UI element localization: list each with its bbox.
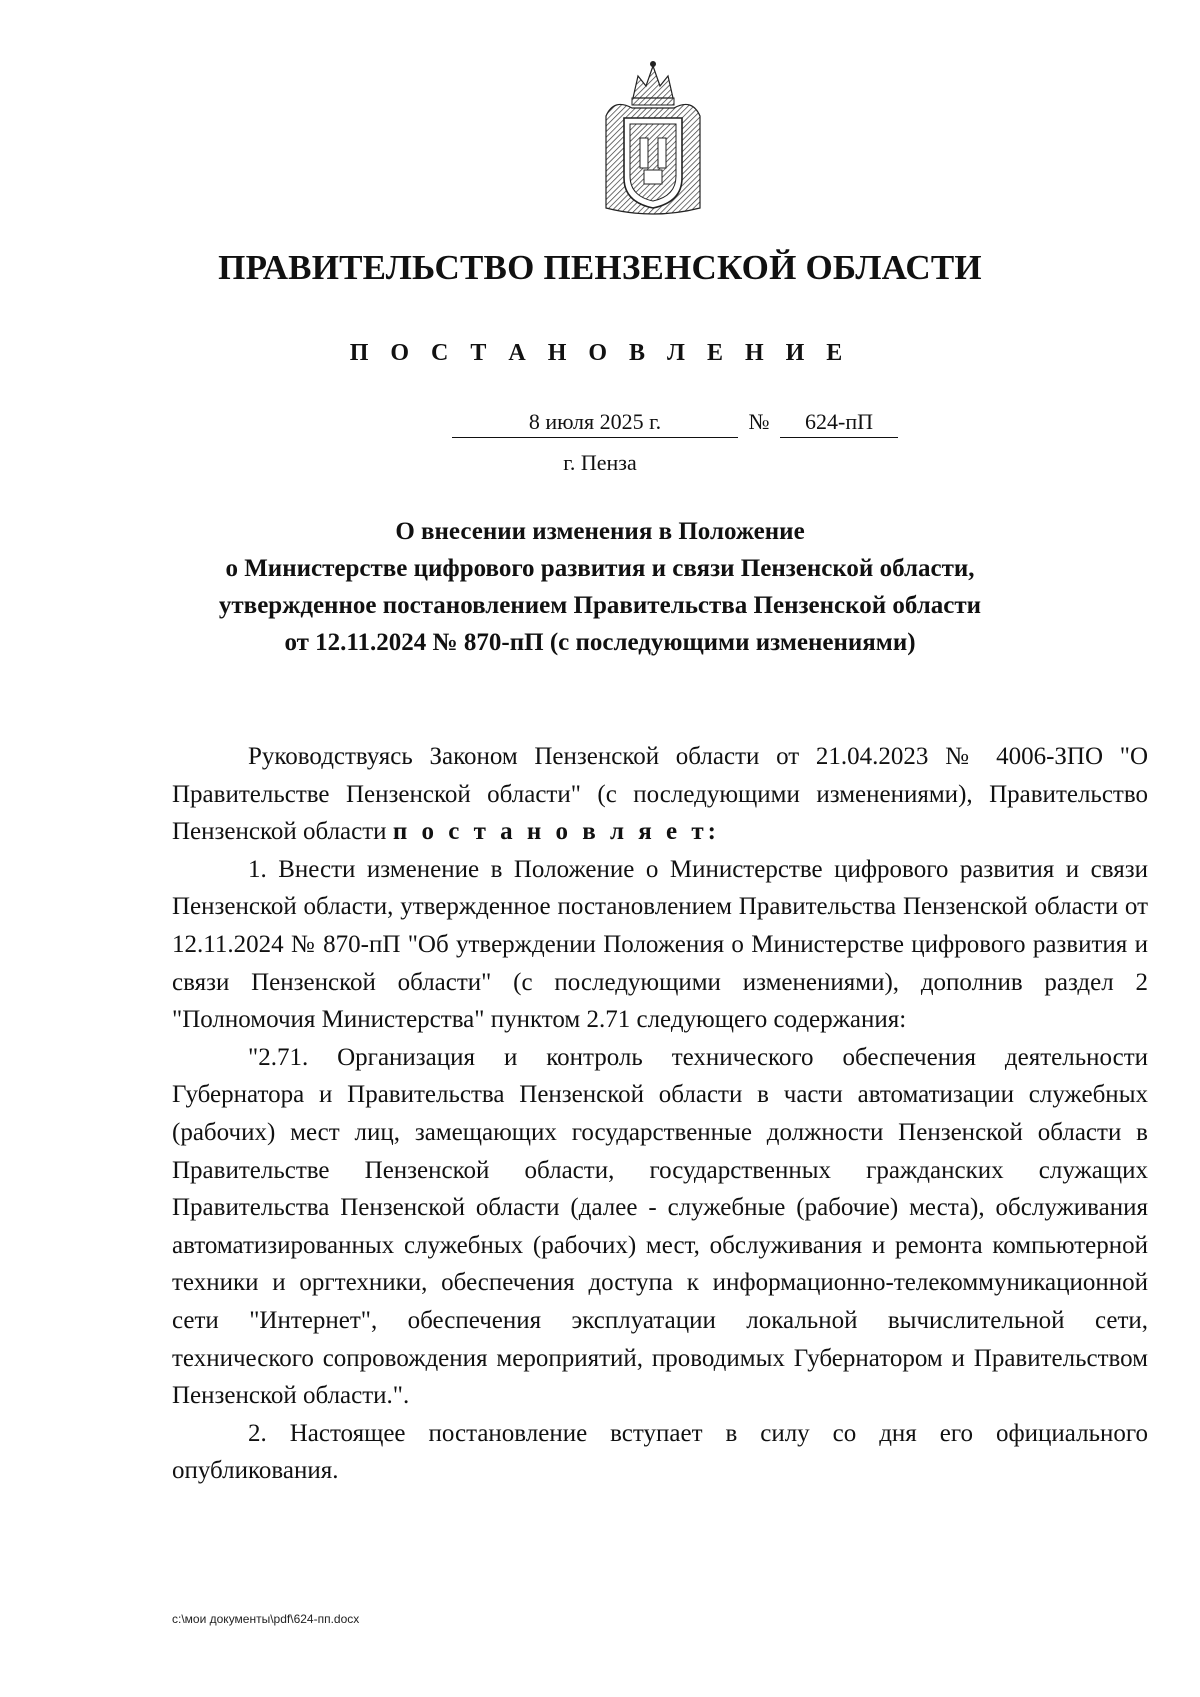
date-number-row bbox=[0, 409, 1200, 439]
number-sign: № bbox=[748, 409, 770, 434]
city: г. Пенза bbox=[563, 450, 637, 475]
heading-line: О внесении изменения в Положение bbox=[395, 518, 805, 545]
preamble-action: п о с т а н о в л я е т: bbox=[392, 818, 721, 846]
heading-line: от 12.11.2024 № 870-пП (с последующими изменениями) bbox=[284, 629, 916, 656]
document-date: 8 июля 2025 г. bbox=[452, 409, 738, 438]
document-body bbox=[172, 738, 1148, 1490]
document-type: П О С Т А Н О В Л Е Н И Е bbox=[349, 340, 851, 366]
preamble-text: Руководствуясь Законом Пензенской области от 21.04.2023 № 4006-ЗПО "О Правительстве Пензенской области" (с последующими изменениями), Правительство Пензенской области bbox=[172, 743, 1148, 846]
document-heading bbox=[150, 513, 1050, 661]
file-path-footer: c:\мои документы\pdf\624-пп.docx bbox=[172, 1612, 360, 1626]
item-2-paragraph: 2. Настоящее постановление вступает в силу со дня его официального опубликования. bbox=[172, 1419, 1148, 1485]
preamble-paragraph bbox=[172, 738, 1148, 851]
item-1-quote-paragraph: "2.71. Организация и контроль технического обеспечения деятельности Губернатора и Правительства Пензенской области в части автоматизации служебных (рабочих) мест лиц, замещающих государственные должности Пензенской области в Правительстве Пензенской области, государственных гражданских служащих Правительства Пензенской области (далее - служебные (рабочие) места), обслуживания автоматизированных служебных (рабочих) мест, обслуживания и ремонта компьютерной техники и оргтехники, обеспечения доступа к информационно-телекоммуникационной сети "Интернет", обеспечения эксплуатации локальной вычислительной сети, технического сопровождения мероприятий, проводимых Губернатором и Правительством Пензенской области.". bbox=[172, 1043, 1148, 1410]
heading-line: утвержденное постановлением Правительства Пензенской области bbox=[218, 592, 982, 619]
coat-of-arms-icon bbox=[600, 58, 706, 218]
item-1-paragraph: 1. Внести изменение в Положение о Министерстве цифрового развития и связи Пензенской области, утвержденное постановлением Правительства Пензенской области от 12.11.2024 № 870-пП "Об утверждении Положения о Министерстве цифрового развития и связи Пензенской области" (с последующими изменениями), дополнив раздел 2 "Полномочия Министерства" пунктом 2.71 следующего содержания: bbox=[172, 855, 1148, 1034]
document-number: 624-пП bbox=[780, 409, 898, 438]
government-name: ПРАВИТЕЛЬСТВО ПЕНЗЕНСКОЙ ОБЛАСТИ bbox=[218, 248, 982, 287]
heading-line: о Министерстве цифрового развития и связи Пензенской области, bbox=[225, 555, 975, 582]
